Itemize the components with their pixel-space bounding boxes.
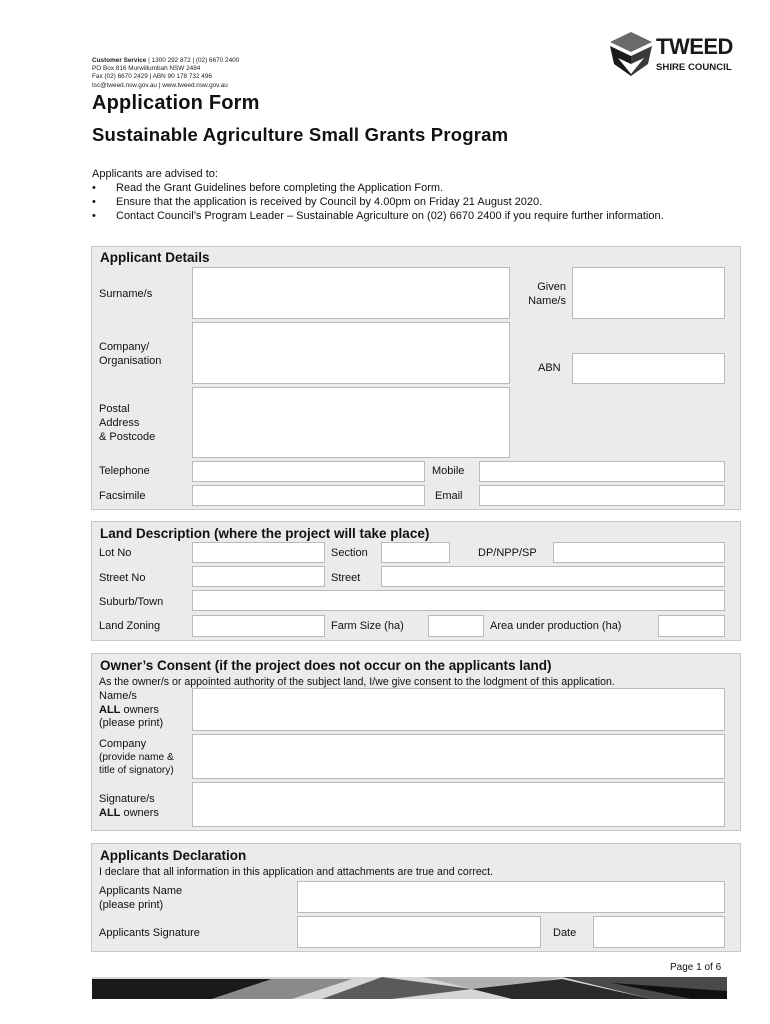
intro-lead: Applicants are advised to: [92,168,218,180]
declaration-title: Applicants Declaration [100,848,247,863]
contact-email-web: tsc@tweed.nsw.gov.au | www.tweed.nsw.gov.au [92,81,228,89]
owners-consent-statement: As the owner/s or appointed authority of the subject land, I/we give consent to the lodgment of this application. [99,676,615,688]
applicant-signature-field[interactable] [297,916,541,948]
given-names-label: Given Name/s [528,281,566,307]
company-organisation-label: Company/ Organisation [99,341,162,367]
dp-npp-sp-label: DP/NPP/SP [478,547,537,559]
page-title: Application Form [92,92,260,114]
owners-consent-section [91,653,741,831]
owner-company-label: Company (provide name & title of signatory) [99,738,174,776]
tweed-shire-council-logo [606,28,736,80]
page-number: Page 1 of 6 [670,962,722,973]
suburb-town-field[interactable] [192,590,725,611]
dp-npp-sp-field[interactable] [553,542,725,563]
facsimile-label: Facsimile [99,490,146,502]
area-under-production-field[interactable] [658,615,725,637]
intro-bullet: • Read the Grant Guidelines before completing the Application Form. [92,181,732,195]
postal-address-field[interactable] [192,387,510,458]
section-field[interactable] [381,542,450,563]
applicants-declaration-section [91,843,741,952]
intro-text [92,167,732,223]
section-label: Section [331,547,368,559]
mobile-label: Mobile [432,465,465,477]
street-no-label: Street No [99,572,146,584]
logo-word-shire-council: SHIRE COUNCIL [656,62,732,73]
declaration-statement: I declare that all information in this application and attachments are true and correct. [99,866,493,878]
customer-service-label: Customer Service [92,57,147,64]
facsimile-field[interactable] [192,485,425,506]
land-zoning-field[interactable] [192,615,325,637]
farm-size-field[interactable] [428,615,484,637]
owner-names-label: Name/s ALL owners (please print) [99,690,164,729]
page-subtitle: Sustainable Agriculture Small Grants Program [92,124,509,145]
email-field[interactable] [479,485,725,506]
surname-field[interactable] [192,267,510,319]
street-field[interactable] [381,566,725,587]
surname-label: Surname/s [99,288,153,300]
abn-field[interactable] [572,353,725,384]
applicant-name-label: Applicants Name (please print) [99,885,183,911]
contact-phone: | 1300 292 872 | (02) 6670 2400 [148,57,240,64]
mobile-field[interactable] [479,461,725,482]
intro-bullet: • Contact Council’s Program Leader – Sustainable Agriculture on (02) 6670 2400 if you require further information. [92,209,732,223]
email-label: Email [435,490,463,502]
owners-consent-title: Owner’s Consent (if the project does not occur on the applicants land) [100,658,552,673]
contact-details [92,57,239,90]
postal-address-label: Postal Address & Postcode [99,403,156,443]
area-under-production-label: Area under production (ha) [490,620,622,632]
abn-label: ABN [538,362,561,374]
street-no-field[interactable] [192,566,325,587]
lot-no-label: Lot No [99,547,132,559]
street-label: Street [331,572,361,584]
contact-fax-abn: Fax (02) 6670 2429 | ABN 90 178 732 496 [92,73,212,81]
land-zoning-label: Land Zoning [99,620,161,632]
applicant-details-section [91,246,741,510]
owner-company-field[interactable] [192,734,725,779]
intro-bullet-list [92,181,732,223]
company-organisation-field[interactable] [192,322,510,384]
owner-signatures-field[interactable] [192,782,725,827]
footer-decoration [92,975,727,1001]
applicant-signature-label: Applicants Signature [99,927,200,939]
logo-word-tweed: TWEED [656,34,733,59]
contact-po-box: PO Box 816 Murwillumbah NSW 2484 [92,65,201,73]
date-label: Date [553,927,577,939]
given-names-field[interactable] [572,267,725,319]
telephone-label: Telephone [99,465,150,477]
owner-names-field[interactable] [192,688,725,731]
tweed-logo-icon [608,30,654,78]
land-description-title: Land Description (where the project will take place) [100,526,430,541]
land-description-section [91,521,741,641]
telephone-field[interactable] [192,461,425,482]
intro-bullet: • Ensure that the application is received by Council by 4.00pm on Friday 21 August 2020. [92,195,732,209]
applicant-details-title: Applicant Details [100,250,210,265]
suburb-town-label: Suburb/Town [99,596,164,608]
owner-signatures-label: Signature/s ALL owners [99,793,159,819]
applicant-name-field[interactable] [297,881,725,913]
date-field[interactable] [593,916,725,948]
lot-no-field[interactable] [192,542,325,563]
farm-size-label: Farm Size (ha) [331,620,404,632]
